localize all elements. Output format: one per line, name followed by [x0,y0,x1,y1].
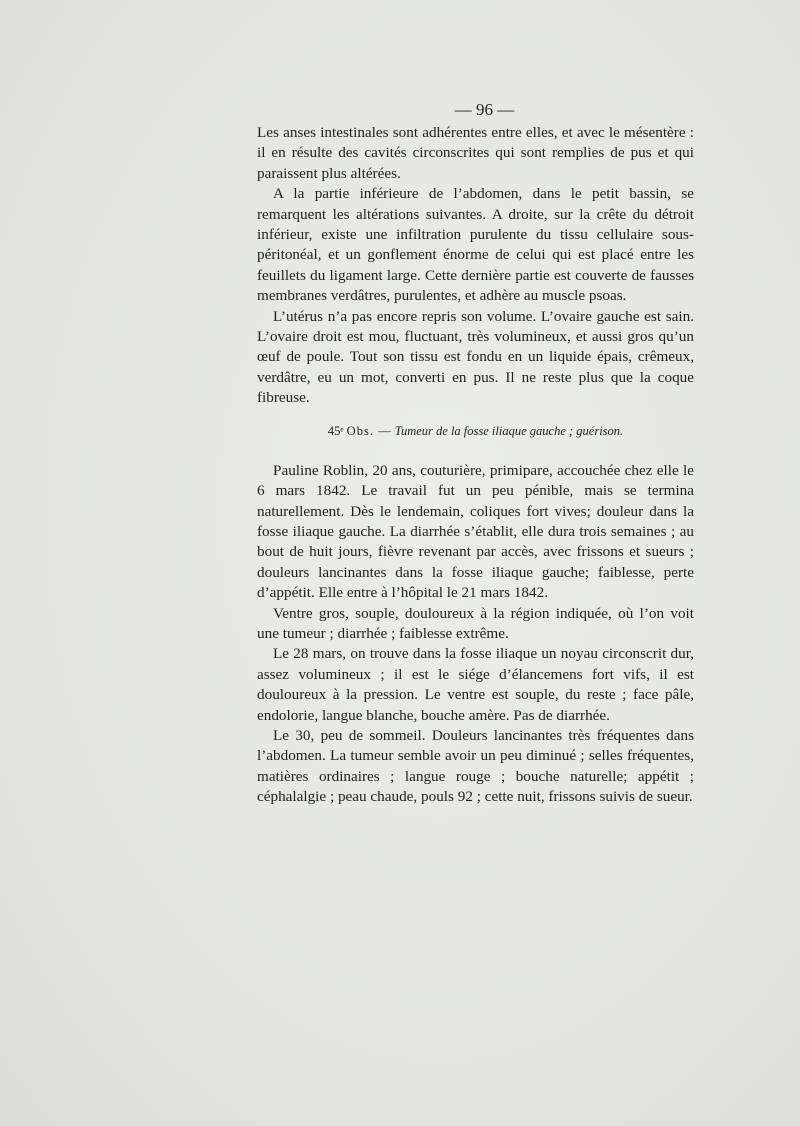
text-block [257,97,694,808]
page-number: — 96 — [454,100,515,119]
paragraph-30-mars: Le 30, peu de sommeil. Douleurs lancinantes très fréquentes dans l’abdomen. La tumeur semble avoir un peu diminué ; selles fréquentes, matières ordinaires ; langue rouge ; bouche naturelle; appétit ; céphalalgie ; peau chaude, pouls 92 ; cette nuit, frissons suivis de sueur. [257,726,694,806]
paragraph-28-mars: Le 28 mars, on trouve dans la fosse iliaque un noyau circonscrit dur, assez volumineux ; il est le siége d’élancemens fort vifs, il est douloureux à la pression. Le ventre est souple, du reste ; face pâle, endolorie, langue blanche, bouche amère. Pas de diarrhée. [257,645,694,724]
observation-number: 45ᵉ [327,423,344,438]
paragraph-petit-bassin: A la partie inférieure de l’abdomen, dans le petit bassin, se remarquent les altérations suivantes. A droite, sur la crête du détroit inférieur, existe une infiltration purulente du tissu cellulaire sous-péritonéal, et un gonflement énorme de celui qui est placé entre les feuillets du ligament large. Cette dernière partie est couverte de fausses membranes verdâtres, purulentes, et adhère au muscle psoas. [257,185,694,305]
paragraph-adherences: Les anses intestinales sont adhérentes entre elles, et avec le mésentère : il en résulte des cavités circonscrites qui sont remplies de pus et qui paraissent plus altérées. [257,124,694,182]
observation-heading [257,421,694,441]
paragraph-patient-history: Pauline Roblin, 20 ans, couturière, primipare, accouchée chez elle le 6 mars 1842. Le travail fut un peu pénible, mais se termina naturellement. Dès le lendemain, coliques fort vives; douleur dans la fosse iliaque gauche. La diarrhée s’établit, elle dura trois semaines ; au bout de huit jours, fièvre revenant par accès, avec frissons et sueurs ; douleurs lancinantes dans la fosse iliaque gauche; faiblesse, perte d’appétit. Elle entre à l’hôpital le 21 mars 1842. [257,461,694,602]
paragraph-uterus-ovaires: L’utérus n’a pas encore repris son volume. L’ovaire gauche est sain. L’ovaire droit est mou, fluctuant, très volumineux, et aussi gros qu’un œuf de poule. Tout son tissu est fondu en un liquide épais, crêmeux, verdâtre, eu un mot, converti en pus. Il ne reste plus que la coque fibreuse. [257,307,694,407]
observation-label: Obs. — [346,423,392,438]
paragraph-ventre-gros: Ventre gros, souple, douloureux à la région indiquée, où l’on voit une tumeur ; diarrhée ; faiblesse extrême. [257,604,694,642]
observation-title: Tumeur de la fosse iliaque gauche ; guérison. [394,423,624,438]
